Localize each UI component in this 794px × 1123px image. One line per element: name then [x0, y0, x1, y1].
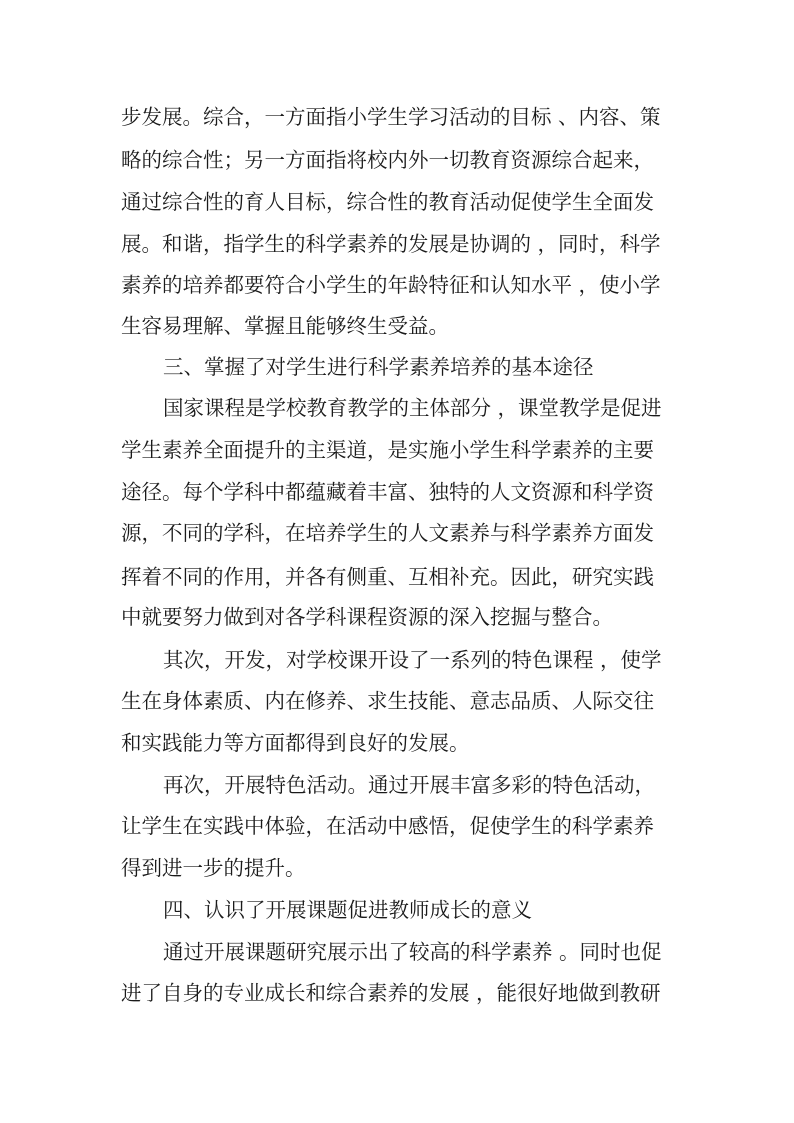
text-line: 让学生在实践中体验，在活动中感悟，促使学生的科学素养 — [121, 814, 654, 838]
text-line: 步发展。综合，一方面指小学生学习活动的目标 、内容、策 — [121, 105, 661, 129]
text-line: 展。和谐，指学生的科学素养的发展是协调的 ，同时，科学 — [121, 232, 661, 256]
text-line: 略的综合性；另一方面指将校内外一切教育资源综合起来， — [121, 148, 654, 172]
text-line: 生在身体素质、内在修养、求生技能、意志品质、人际交往 — [121, 689, 654, 713]
text-line: 得到进一步的提升。 — [121, 856, 306, 880]
text-line: 和实践能力等方面都得到良好的发展。 — [121, 731, 470, 755]
text-line: 源，不同的学科，在培养学生的人文素养与科学素养方面发 — [121, 521, 654, 545]
text-line: 进了自身的专业成长和综合素养的发展 ，能很好地做到教研 — [121, 981, 661, 1005]
text-line: 再次，开展特色活动。通过开展丰富多彩的特色活动， — [163, 773, 655, 797]
text-line: 国家课程是学校教育教学的主体部分 ，课堂教学是促进 — [163, 396, 662, 420]
text-line: 素养的培养都要符合小学生的年龄特征和认知水平 ，使小学 — [121, 273, 661, 297]
section-heading: 三、掌握了对学生进行科学素养培养的基本途径 — [163, 355, 594, 379]
section-heading: 四、认识了开展课题促进教师成长的意义 — [163, 898, 532, 922]
text-line: 通过开展课题研究展示出了较高的科学素养 。同时也促 — [163, 940, 662, 964]
text-line: 生容易理解、掌握且能够终生受益。 — [121, 314, 449, 338]
text-line: 通过综合性的育人目标，综合性的教育活动促使学生全面发 — [121, 190, 654, 214]
text-line: 其次，开发，对学校课开设了一系列的特色课程 ，使学 — [163, 648, 662, 672]
text-line: 中就要努力做到对各学科课程资源的深入挖掘与整合。 — [121, 605, 613, 629]
text-line: 挥着不同的作用，并各有侧重、互相补充。因此，研究实践 — [121, 565, 654, 589]
text-line: 途径。每个学科中都蕴藏着丰富、独特的人文资源和科学资 — [121, 480, 654, 504]
text-line: 学生素养全面提升的主渠道，是实施小学生科学素养的主要 — [121, 438, 654, 462]
